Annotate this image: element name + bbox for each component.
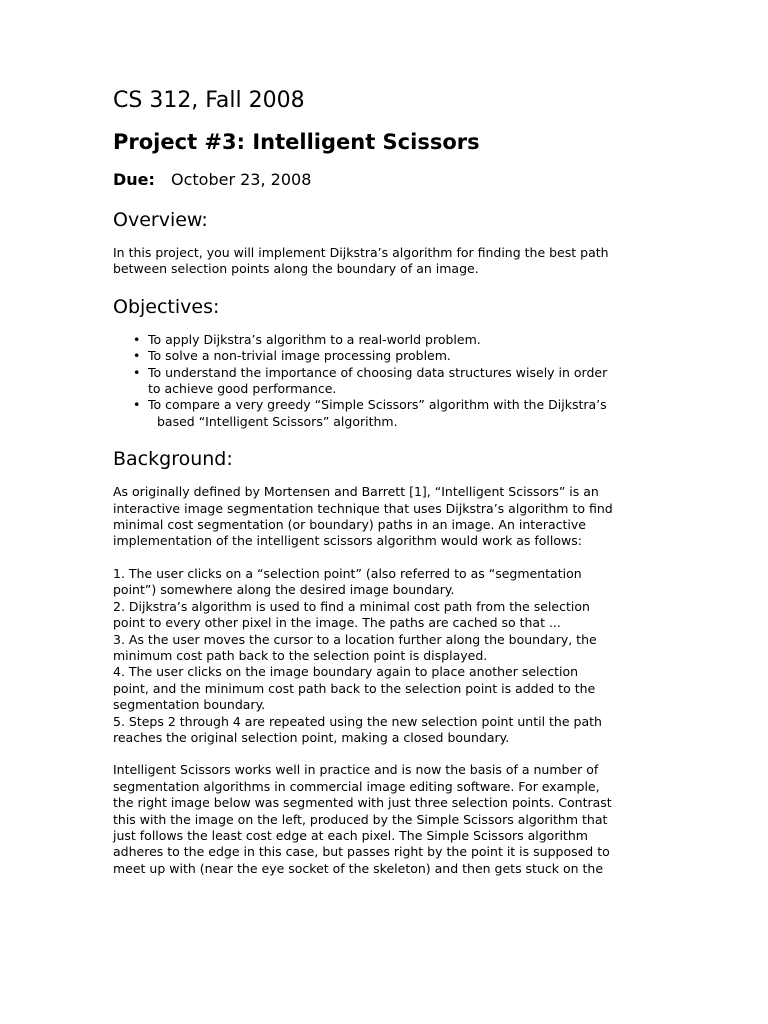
- due-label: Due:: [113, 170, 155, 189]
- step-line: point”) somewhere along the desired image boundary.: [113, 582, 455, 598]
- overview-line: In this project, you will implement Dijkstra’s algorithm for finding the best path: [113, 245, 609, 260]
- objective-line: To solve a non-trivial image processing problem.: [148, 348, 451, 364]
- closing-paragraph: [113, 762, 658, 877]
- closing-line: just follows the least cost edge at each pixel. The Simple Scissors algorithm: [113, 827, 588, 843]
- closing-line: Intelligent Scissors works well in practice and is now the basis of a number of: [113, 762, 599, 778]
- objective-item: [113, 365, 658, 398]
- background-line: interactive image segmentation technique that uses Dijkstra’s algorithm to find: [113, 500, 613, 516]
- bullet-icon: •: [133, 364, 141, 380]
- algorithm-steps: [113, 566, 658, 746]
- objective-line: based “Intelligent Scissors” algorithm.: [157, 413, 398, 429]
- background-heading: Background:: [113, 448, 233, 471]
- objective-item: [113, 397, 658, 430]
- step-line: point to every other pixel in the image. The paths are cached so that ...: [113, 615, 561, 631]
- overview-paragraph: [113, 245, 658, 278]
- bullet-icon: •: [133, 331, 141, 347]
- bullet-icon: •: [133, 348, 141, 364]
- objective-item: [113, 332, 658, 348]
- objectives-heading: Objectives:: [113, 295, 220, 318]
- objective-item: [113, 348, 658, 364]
- due-date: October 23, 2008: [171, 170, 312, 189]
- background-intro: [113, 484, 658, 550]
- step-line: minimum cost path back to the selection point is displayed.: [113, 647, 488, 663]
- bullet-icon: •: [133, 397, 141, 413]
- step-line: 2. Dijkstra’s algorithm is used to find a minimal cost path from the selection: [113, 598, 590, 614]
- objectives-list: [113, 332, 658, 430]
- document-page: [113, 86, 658, 877]
- objective-line: to achieve good performance.: [148, 381, 337, 397]
- step-line: 1. The user clicks on a “selection point” (also referred to as “segmentation: [113, 565, 582, 581]
- step-line: 5. Steps 2 through 4 are repeated using the new selection point until the path: [113, 713, 602, 729]
- overview-line: between selection points along the boundary of an image.: [113, 261, 479, 277]
- due-line: [113, 169, 658, 191]
- objective-line: To understand the importance of choosing data structures wisely in order: [148, 364, 608, 380]
- closing-line: segmentation algorithms in commercial image editing software. For example,: [113, 778, 600, 794]
- background-line: implementation of the intelligent scissors algorithm would work as follows:: [113, 533, 582, 549]
- step-line: segmentation boundary.: [113, 697, 266, 713]
- step-line: point, and the minimum cost path back to the selection point is added to the: [113, 680, 596, 696]
- background-line: As originally defined by Mortensen and Barrett [1], “Intelligent Scissors” is an: [113, 484, 599, 500]
- overview-heading: Overview:: [113, 209, 208, 231]
- closing-line: adheres to the edge in this case, but passes right by the point it is supposed to: [113, 844, 610, 860]
- course-title: CS 312, Fall 2008: [113, 88, 305, 113]
- project-title: Project #3: Intelligent Scissors: [113, 130, 480, 154]
- closing-line: the right image below was segmented with just three selection points. Contrast: [113, 795, 612, 811]
- closing-line: this with the image on the left, produced by the Simple Scissors algorithm that: [113, 811, 608, 827]
- step-line: 4. The user clicks on the image boundary again to place another selection: [113, 664, 579, 680]
- objective-line: To apply Dijkstra’s algorithm to a real-world problem.: [148, 331, 481, 347]
- step-line: reaches the original selection point, making a closed boundary.: [113, 729, 510, 745]
- step-line: 3. As the user moves the cursor to a location further along the boundary, the: [113, 631, 597, 647]
- background-line: minimal cost segmentation (or boundary) paths in an image. An interactive: [113, 517, 586, 533]
- objective-line: To compare a very greedy “Simple Scissors” algorithm with the Dijkstra’s: [148, 397, 607, 413]
- closing-line: meet up with (near the eye socket of the skeleton) and then gets stuck on the: [113, 860, 604, 876]
